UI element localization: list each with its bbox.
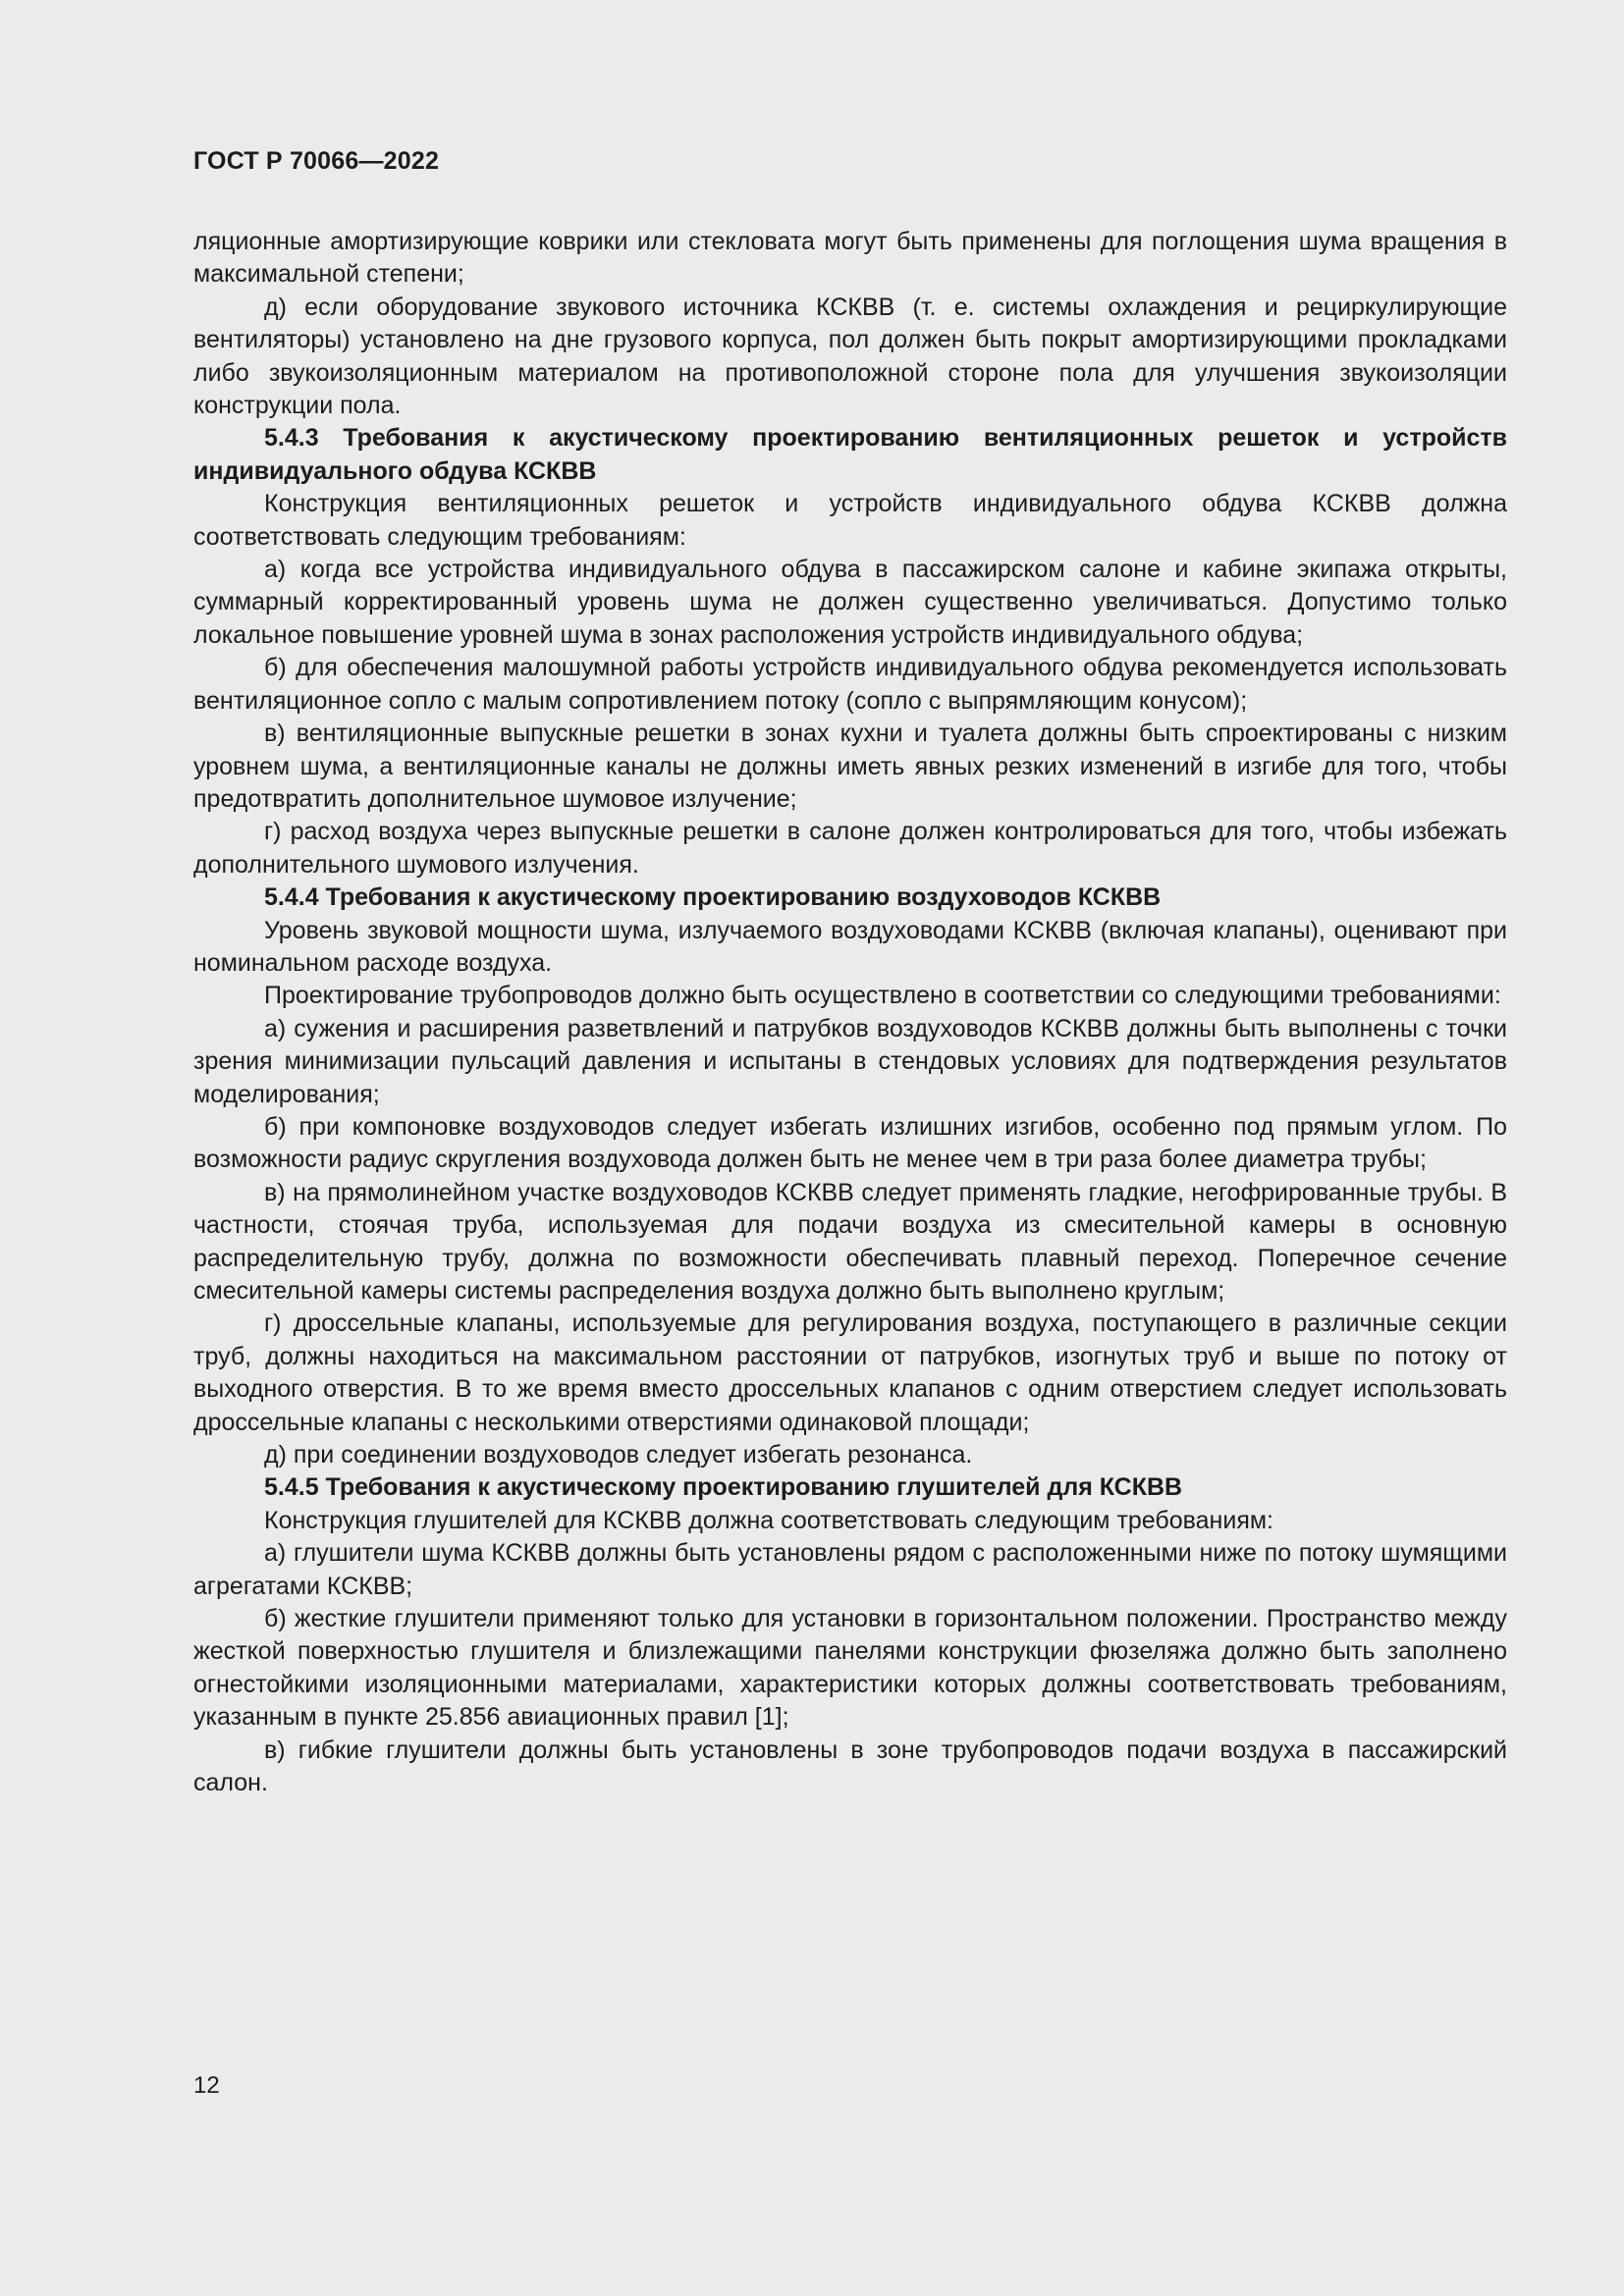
- list-item: в) на прямолинейном участке воздуховодов КСКВВ следует применять гладкие, негофрированные трубы. В частности, стоячая труба, используемая для подачи воздуха из смесительной камеры в основную распределительную трубу, должна по возможности обеспечивать плавный переход. Поперечное сечение смесительной камеры системы распределения воздуха должно быть выполнено круглым;: [193, 1178, 1507, 1305]
- list-item: в) вентиляционные выпускные решетки в зонах кухни и туалета должны быть спроектированы с низким уровнем шума, а вентиляционные каналы не должны иметь явных резких изменений в изгибе для того, чтобы предотвратить дополнительное шумовое излучение;: [193, 720, 1507, 813]
- paragraph: Уровень звуковой мощности шума, излучаемого воздуховодами КСКВВ (включая клапаны), оценивают при номинальном расходе воздуха.: [193, 916, 1507, 977]
- document-code: ГОСТ Р 70066—2022: [193, 147, 440, 175]
- section-heading: 5.4.4 Требования к акустическому проектированию воздуховодов КСКВВ: [264, 883, 1162, 912]
- section-heading: 5.4.3 Требования к акустическому проектированию вентиляционных решеток и устройств индивидуального обдува КСКВВ: [193, 424, 1507, 485]
- page-number: 12: [193, 2072, 220, 2099]
- list-item: а) сужения и расширения разветвлений и патрубков воздуховодов КСКВВ должны быть выполнены с точки зрения минимизации пульсаций давления и испытаны в стендовых условиях для подтверждения результатов моделирования;: [193, 1014, 1507, 1108]
- paragraph: ляционные амортизирующие коврики или стекловата могут быть применены для поглощения шума вращения в максимальной степени;: [193, 228, 1507, 289]
- paragraph: Конструкция глушителей для КСКВВ должна соответствовать следующим требованиям:: [264, 1506, 1273, 1534]
- list-item: б) жесткие глушители применяют только для установки в горизонтальном положении. Пространство между жесткой поверхностью глушителя и близлежащими панелями конструкции фюзеляжа должно быть заполнено огнестойкими изоляционными материалами, характеристики которых должны соответствовать требованиям, указанным в пункте 25.856 авиационных правил [1];: [193, 1605, 1507, 1732]
- list-item: г) дроссельные клапаны, используемые для регулирования воздуха, поступающего в различные секции труб, должны находиться на максимальном расстоянии от патрубков, изогнутых труб и выше по потоку от выходного отверстия. В то же время вместо дроссельных клапанов с одним отверстием следует использовать дроссельные клапаны с несколькими отверстиями одинаковой площади;: [193, 1309, 1507, 1436]
- section-heading: 5.4.5 Требования к акустическому проектированию глушителей для КСКВВ: [264, 1473, 1183, 1502]
- list-item: д) при соединении воздуховодов следует избегать резонанса.: [264, 1441, 973, 1469]
- list-item: б) для обеспечения малошумной работы устройств индивидуального обдува рекомендуется использовать вентиляционное сопло с малым сопротивлением потоку (сопло с выпрямляющим конусом);: [193, 654, 1507, 715]
- list-item: а) когда все устройства индивидуального обдува в пассажирском салоне и кабине экипажа открыты, суммарный корректированный уровень шума не должен существенно увеличиваться. Допустимо только локальное повышение уровней шума в зонах расположения устройств индивидуального обдува;: [193, 556, 1507, 649]
- list-item: д) если оборудование звукового источника КСКВВ (т. е. системы охлаждения и рециркулирующие вентиляторы) установлено на дне грузового корпуса, пол должен быть покрыт амортизирующими прокладками либо звукоизоляционным материалом на противоположной стороне пола для улучшения звукоизоляции конструкции пола.: [193, 293, 1507, 420]
- list-item: а) глушители шума КСКВВ должны быть установлены рядом с расположенными ниже по потоку шумящими агрегатами КСКВВ;: [193, 1539, 1507, 1600]
- paragraph: Проектирование трубопроводов должно быть осуществлено в соответствии со следующими требованиями:: [264, 982, 1501, 1010]
- list-item: б) при компоновке воздуховодов следует избегать излишних изгибов, особенно под прямым углом. По возможности радиус скругления воздуховода должен быть не менее чем в три раза более диаметра трубы;: [193, 1112, 1507, 1174]
- list-item: в) гибкие глушители должны быть установлены в зоне трубопроводов подачи воздуха в пассажирский салон.: [193, 1735, 1507, 1797]
- list-item: г) расход воздуха через выпускные решетки в салоне должен контролироваться для того, чтобы избежать дополнительного шумового излучения.: [193, 818, 1507, 879]
- body-text: [193, 226, 1507, 1800]
- paragraph: Конструкция вентиляционных решеток и устройств индивидуального обдува КСКВВ должна соответствовать следующим требованиям:: [193, 490, 1507, 551]
